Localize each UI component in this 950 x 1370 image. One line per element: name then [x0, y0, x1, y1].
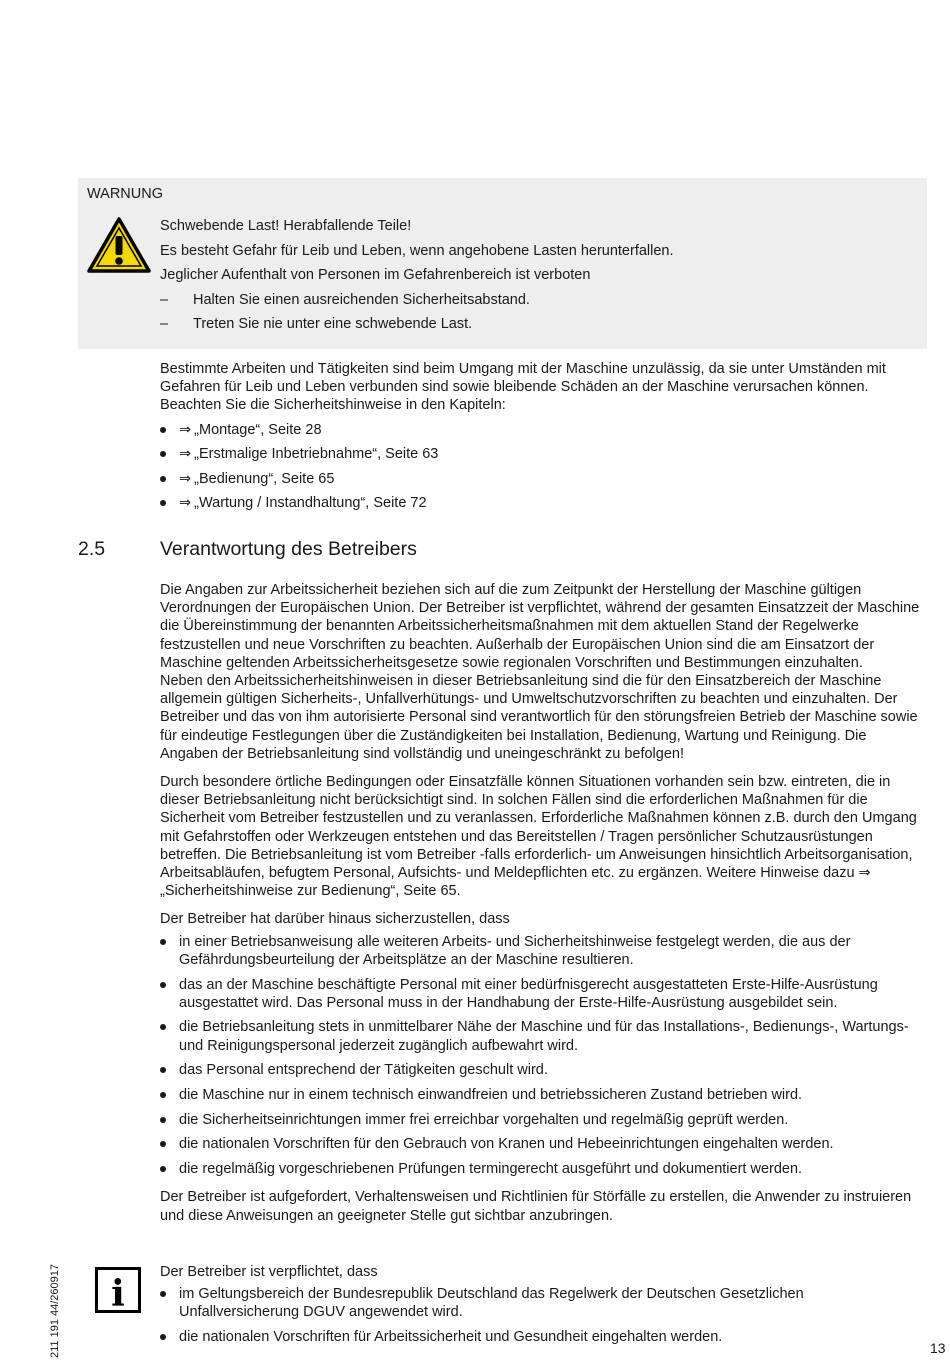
section-paragraph: Durch besondere örtliche Bedingungen oder Einsatzfälle können Situationen vorhanden sein bzw. eintreten, die in dieser Betriebsanleitung nicht berücksichtigt sind. In solchen Fällen sind die erforderlichen Maßnahmen für die Sicherheit vom Betreiber festzustellen und zu veranlassen. Erforderliche Maßnahmen können z.B. durch den Umgang mit Gefahrstoffen oder Werkzeugen entstehen und das Bereitstellen / Tragen persönlicher Schutzausrüstungen betreffen. Die Betriebsanleitung ist vom Betreiber -falls erforderlich- um Anweisungen hinsichtlich Arbeitsorganisation, Arbeitsabläufen, befugtem Personal, Aufsichts- und Meldepflichten etc. zu ergänzen. Weitere Hinweise dazu ⇒ „Sicherheitshinweise zur Bedienung“, Seite 65. — [160, 774, 917, 900]
section-paragraph: Neben den Arbeitssicherheitshinweisen in dieser Betriebsanleitung sind die für den Einsatzbereich der Maschine allgemein gültigen Sicherheits-, Unfallverhütungs- und Umweltschutzvorschriften zu beachten und einzuhalten. Der Betreiber und das von ihm autorisierte Personal sind verantwortlich für den störungsfreien Betrieb der Maschine sowie für eindeutige Festlegungen über die Zuständigkeiten bei Installation, Bedienung, Wartung und Reinigung. Die Angaben der Betriebsanleitung sind vollständig und uneingeschränkt zu befolgen! — [160, 673, 918, 762]
warning-prohibition: Jeglicher Aufenthalt von Personen im Gefahrenbereich ist verboten — [160, 267, 591, 283]
warning-triangle-icon — [86, 216, 152, 274]
section-paragraph: Die Angaben zur Arbeitssicherheit beziehen sich auf die zum Zeitpunkt der Herstellung der Maschine gültigen Verordnungen der Europäischen Union. Der Betreiber ist verpflichtet, während der gesamten Einsatzzeit der Maschine die Übereinstimmung der benannten Arbeitssicherheitsmaßnahmen mit dem aktuellen Stand der Regelwerke festzustellen und neue Vorschriften zu beachten. Außerhalb der Europäischen Union sind die am Einsatzort der Maschine geltenden Arbeitssicherheitsgesetze sowie regionalen Vorschriften und Bestimmungen einzuhalten. — [160, 582, 920, 671]
info-list — [160, 1285, 925, 1346]
chapter-reference-item — [160, 442, 925, 467]
chapter-reference-list — [160, 418, 925, 516]
list-item: die Sicherheitseinrichtungen immer frei erreichbar vorgehalten und regelmäßig geprüft werden. — [160, 1111, 925, 1129]
reference-link[interactable]: „Montage“, Seite 28 — [194, 421, 322, 438]
info-icon — [95, 1267, 141, 1313]
intro-paragraph: Bestimmte Arbeiten und Tätigkeiten sind beim Umgang mit der Maschine unzulässig, da sie unter Umständen mit Gefahren für Leib und Leben verbunden sind sowie bleibende Schäden an der Maschine verursachen können. Beachten Sie die Sicherheitshinweise in den Kapiteln: — [160, 361, 886, 414]
section-paragraph: Der Betreiber ist aufgefordert, Verhaltensweisen und Richtlinien für Störfälle zu erstellen, die Anwender zu instruieren und diese Anweisungen an geeigneter Stelle gut sichtbar anzubringen. — [160, 1189, 912, 1224]
arrow-icon: ⇒ — [179, 446, 192, 463]
intro-block — [160, 360, 925, 516]
reference-link[interactable]: „Wartung / Instandhaltung“, Seite 72 — [194, 495, 427, 512]
page-number: 13 — [930, 1340, 946, 1356]
reference-link[interactable]: „Erstmalige Inbetriebnahme“, Seite 63 — [194, 446, 439, 463]
list-item: das an der Maschine beschäftigte Personal mit einer bedürfnisgerecht ausgestatteten Erste-Hilfe-Ausrüstung ausgestattet wird. Das Personal muss in der Handhabung der Erste-Hilfe-Ausrüstung ausgebildet sein. — [160, 976, 925, 1012]
document-code: 211 191 44/260917 — [49, 1264, 61, 1358]
chapter-reference-item — [160, 467, 925, 492]
arrow-icon: ⇒ — [179, 470, 192, 487]
reference-link[interactable]: „Bedienung“, Seite 65 — [194, 470, 335, 487]
reference-link[interactable]: „Sicherheitshinweise zur Bedienung“, Seite 65. — [160, 883, 461, 900]
list-item: das Personal entsprechend der Tätigkeiten geschult wird. — [160, 1061, 925, 1079]
arrow-icon: ⇒ — [179, 495, 192, 512]
list-item: die nationalen Vorschriften für Arbeitssicherheit und Gesundheit eingehalten werden. — [160, 1328, 925, 1346]
dash-symbol: – — [160, 316, 169, 332]
warning-title: WARNUNG — [87, 186, 163, 202]
info-intro: Der Betreiber ist verpflichtet, dass — [160, 1264, 378, 1280]
section-body — [160, 581, 925, 1225]
dash-symbol: – — [160, 291, 169, 308]
section-number: 2.5 — [78, 538, 106, 560]
chapter-reference-item — [160, 418, 925, 443]
list-item: die Maschine nur in einem technisch einwandfreien und betriebssicheren Zustand betrieben wird. — [160, 1086, 925, 1104]
list-item: im Geltungsbereich der Bundesrepublik Deutschland das Regelwerk der Deutschen Gesetzlichen Unfallversicherung DGUV angewendet wird. — [160, 1285, 925, 1321]
info-block — [160, 1263, 925, 1346]
chapter-reference-item — [160, 491, 925, 516]
warning-box — [78, 178, 927, 349]
section-title: Verantwortung des Betreibers — [160, 538, 417, 560]
warning-dash-item: – Halten Sie einen ausreichenden Sicherheitsabstand. — [160, 288, 910, 313]
list-item: die nationalen Vorschriften für den Gebrauch von Kranen und Hebeeinrichtungen eingehalten werden. — [160, 1135, 925, 1153]
svg-text:i: i — [111, 1273, 125, 1313]
list-item: in einer Betriebsanweisung alle weiteren Arbeits- und Sicherheitshinweise festgelegt werden, die aus der Gefährdungsbeurteilung der Arbeitsplätze an der Maschine resultieren. — [160, 933, 925, 969]
operator-duties-list — [160, 933, 925, 1179]
list-item: die regelmäßig vorgeschriebenen Prüfungen termingerecht ausgeführt und dokumentiert werden. — [160, 1160, 925, 1178]
list-intro: Der Betreiber hat darüber hinaus sicherzustellen, dass — [160, 911, 510, 928]
warning-dash-item: – Treten Sie nie unter eine schwebende Last. — [160, 312, 910, 337]
warning-headline: Schwebende Last! Herabfallende Teile! — [160, 218, 412, 234]
list-item: die Betriebsanleitung stets in unmittelbarer Nähe der Maschine und für das Installations-, Bedienungs-, Wartungs- und Reinigungspersonal jederzeit zugänglich aufbewahrt wird. — [160, 1018, 925, 1054]
arrow-icon: ⇒ — [179, 421, 192, 438]
warning-danger-statement: Es besteht Gefahr für Leib und Leben, wenn angehobene Lasten herunterfallen. — [160, 242, 674, 259]
arrow-icon: ⇒ — [858, 865, 871, 882]
